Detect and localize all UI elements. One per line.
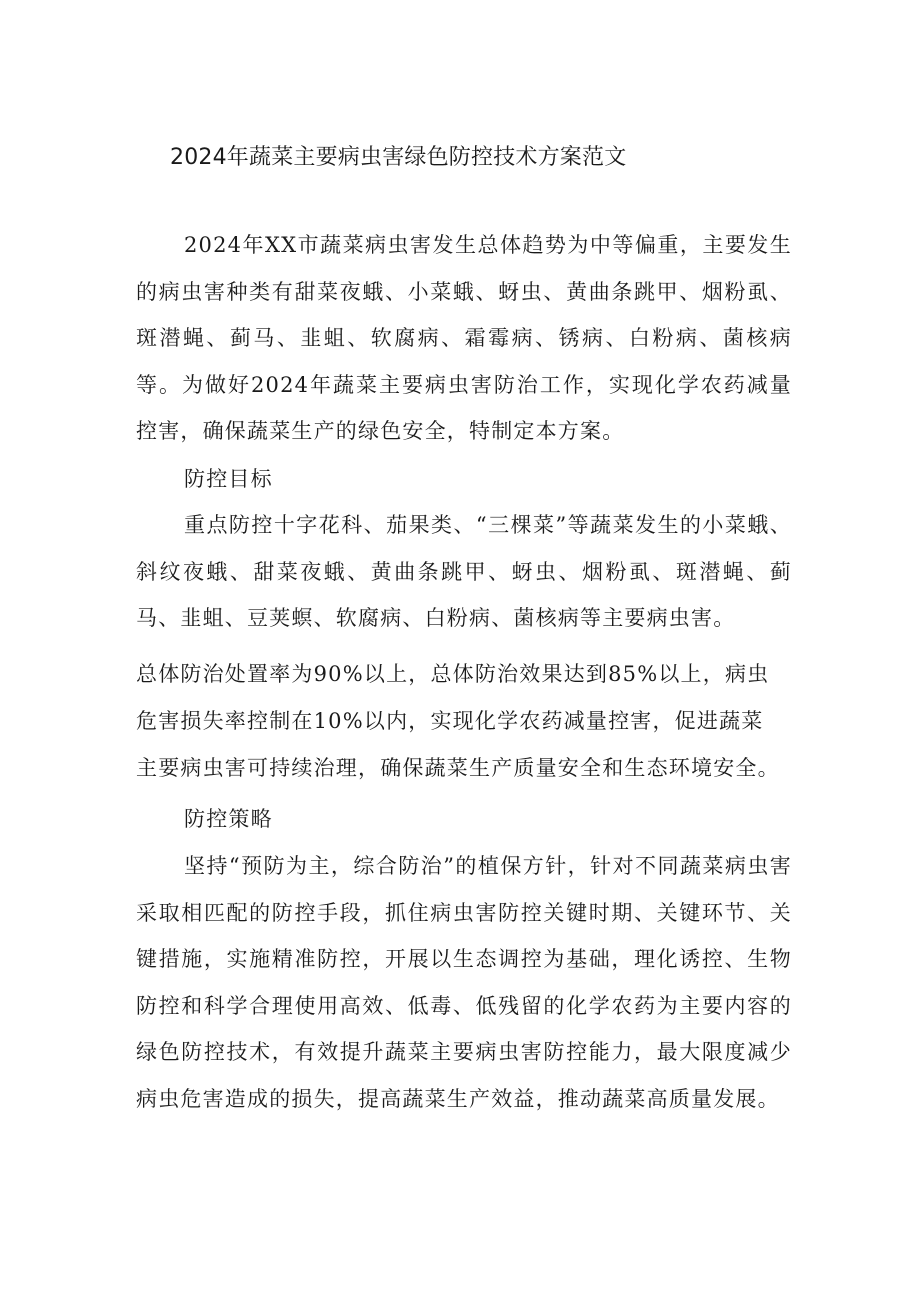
goals-paragraph-2-line-2: 危害损失率控制在10%以内，实现化学农药减量控害，促进蔬菜 [136, 709, 764, 733]
goals-paragraph: 重点防控十字花科、茄果类、“三棵菜”等蔬菜发生的小菜蛾、斜纹夜蛾、甜菜夜蛾、黄曲条跳甲、蚜虫、烟粉虱、斑潜蝇、蓟马、韭蛆、豆荚螟、软腐病、白粉病、菌核病等主要病虫害。 [136, 513, 792, 630]
document-title: 2024年蔬菜主要病虫害绿色防控技术方案范文 [170, 145, 627, 170]
section-heading-goals: 防控目标 [184, 467, 273, 491]
intro-paragraph: 2024年XX市蔬菜病虫害发生总体趋势为中等偏重，主要发生的病虫害种类有甜菜夜蛾、小菜蛾、蚜虫、黄曲条跳甲、烟粉虱、斑潜蝇、蓟马、韭蛆、软腐病、霜霉病、锈病、白粉病、菌核病等。为做好2024年蔬菜主要病虫害防治工作，实现化学农药减量控害，确保蔬菜生产的绿色安全，特制定本方案。 [136, 233, 792, 443]
strategy-paragraph: 坚持“预防为主，综合防治”的植保方针，针对不同蔬菜病虫害采取相匹配的防控手段，抓住病虫害防控关键时期、关键环节、关键措施，实施精准防控，开展以生态调控为基础，理化诱控、生物防控和科学合理使用高效、低毒、低残留的化学农药为主要内容的绿色防控技术，有效提升蔬菜主要病虫害防控能力，最大限度减少病虫危害造成的损失，提高蔬菜生产效益，推动蔬菜高质量发展。 [136, 854, 792, 1111]
goals-paragraph-2-line-3: 主要病虫害可持续治理，确保蔬菜生产质量安全和生态环境安全。 [136, 756, 780, 780]
goals-paragraph-2-line-1: 总体防治处置率为90%以上，总体防治效果达到85%以上，病虫 [136, 662, 770, 686]
section-heading-strategy: 防控策略 [184, 807, 273, 831]
